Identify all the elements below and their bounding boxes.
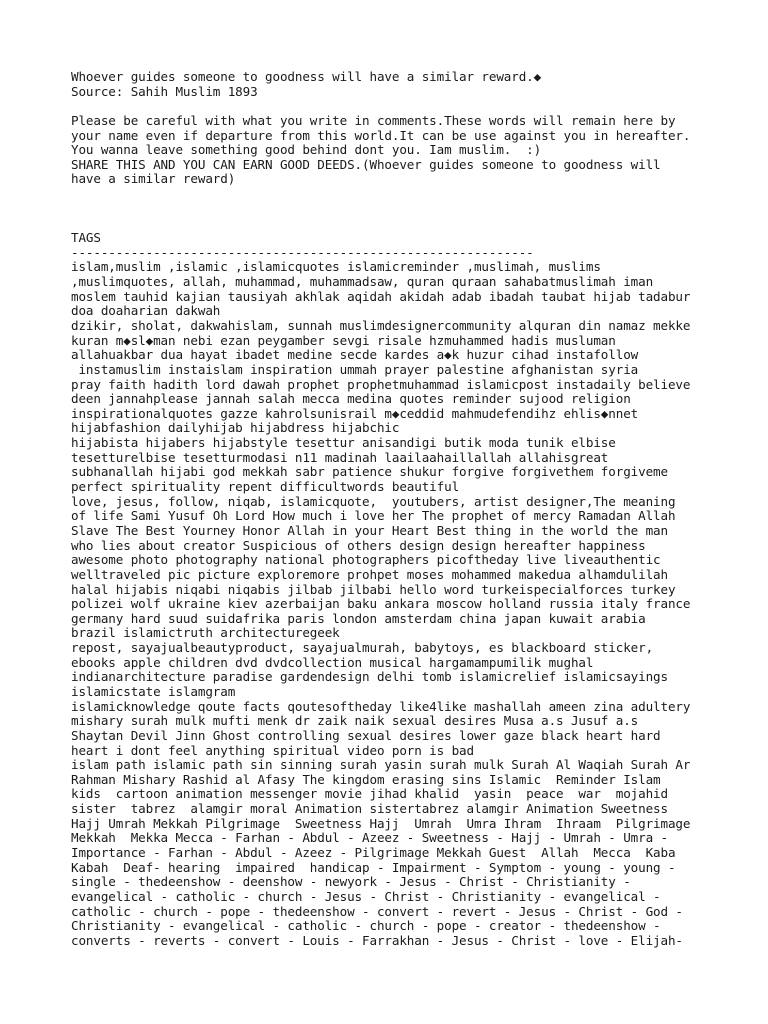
tag-line: ,muslimquotes, allah, muhammad, muhammadsaw, quran quraan sahabatmuslimah iman <box>71 274 654 290</box>
tag-line: islam path islamic path sin sinning surah yasin surah mulk Surah Al Waqiah Surah Ar <box>71 757 691 773</box>
message-line: your name even if departure from this world.It can be use against you in hereafter. <box>71 127 691 143</box>
tag-line: who lies about creator Suspicious of others design design hereafter happiness <box>71 537 646 553</box>
tag-line: heart i dont feel anything spiritual video porn is bad <box>71 742 474 758</box>
tag-line: perfect spirituality repent difficultwords beautiful <box>71 479 460 495</box>
tags-section <box>71 231 731 948</box>
tag-line: doa doaharian dakwah <box>71 303 221 319</box>
tag-line: hijabfashion dailyhijab hijabdress hijabchic <box>71 420 400 436</box>
spacer <box>71 99 731 114</box>
spacer <box>71 187 731 231</box>
tag-line: Rahman Mishary Rashid al Afasy The kingdom erasing sins Islamic Reminder Islam <box>71 771 661 787</box>
quote-line: Whoever guides someone to goodness will have a similar reward.◆ <box>71 69 542 84</box>
tag-line: Slave The Best Yourney Honor Allah in your Heart Best thing in the world the man <box>71 522 668 538</box>
message-line: Please be careful with what you write in comments.These words will remain here by <box>71 112 676 128</box>
tag-line: dzikir, sholat, dakwahislam, sunnah muslimdesignercommunity alquran din namaz mekke <box>71 317 691 333</box>
tag-line: inspirationalquotes gazze kahrolsunisrail m◆ceddid mahmudefendihz ehlis◆nnet <box>71 405 639 421</box>
tag-line: Kabah Deaf- hearing impaired handicap - Impairment - Symptom - young - young - <box>71 859 676 875</box>
tag-line: hijabista hijabers hijabstyle tesettur anisandigi butik moda tunik elbise <box>71 435 616 451</box>
tag-line: halal hijabis niqabi niqabis jilbab jilbabi hello word turkeispecialforces turkey <box>71 581 676 597</box>
tag-line: Mekkah Mekka Mecca - Farhan - Abdul - Azeez - Sweetness - Hajj - Umrah - Umra - <box>71 830 668 846</box>
message-block <box>71 114 731 187</box>
tag-line: islam,muslim ,islamic ,islamicquotes islamicreminder ,muslimah, muslims <box>71 259 601 275</box>
tag-line: Christianity - evangelical - catholic - church - pope - creator - thedeenshow - <box>71 918 661 934</box>
tag-line: sister tabrez alamgir moral Animation sistertabrez alamgir Animation Sweetness <box>71 801 668 817</box>
tag-line: Shaytan Devil Jinn Ghost controlling sexual desires lower gaze black heart hard <box>71 727 661 743</box>
tag-line: love, jesus, follow, niqab, islamicquote, youtubers, artist designer,The meaning <box>71 493 676 509</box>
tag-line: tesetturelbise tesetturmodasi n11 madinah laailaahaillallah allahisgreat <box>71 449 609 465</box>
tag-line: allahuakbar dua hayat ibadet medine secde kardes a◆k huzur cihad instafollow <box>71 347 639 363</box>
tag-line: catholic - church - pope - thedeenshow - convert - revert - Jesus - Christ - God - <box>71 903 683 919</box>
tag-line: repost, sayajualbeautyproduct, sayajualmurah, babytoys, es blackboard sticker, <box>71 640 654 656</box>
tag-line: kuran m◆sl◆man nebi ezan peygamber sevgi risale hzmuhammed hadis musluman <box>71 332 616 348</box>
quote-block <box>71 70 731 99</box>
tag-line: awesome photo photography national photographers picoftheday live liveauthentic <box>71 552 661 568</box>
tag-line: mishary surah mulk mufti menk dr zaik naik sexual desires Musa a.s Jusuf a.s <box>71 713 639 729</box>
tag-line: brazil islamictruth architecturegeek <box>71 625 340 641</box>
tag-line: of life Sami Yusuf Oh Lord How much i love her The prophet of mercy Ramadan Allah <box>71 508 676 524</box>
tags-heading: TAGS <box>71 230 101 246</box>
message-line: You wanna leave something good behind dont you. Iam muslim. :) <box>71 142 542 158</box>
message-line: have a similar reward) <box>71 171 236 187</box>
tag-line: single - thedeenshow - deenshow - newyork - Jesus - Christ - Christianity - <box>71 874 631 890</box>
tag-line: islamicknowledge qoute facts qoutesoftheday like4like mashallah ameen zina adultery <box>71 698 691 714</box>
tags-divider: -------------------------------------------------------------- <box>71 244 534 260</box>
tag-line: instamuslim instaislam inspiration ummah prayer palestine afghanistan syria <box>71 361 639 377</box>
tag-line: germany hard suud suidafrika paris london amsterdam china japan kuwait arabia <box>71 610 646 626</box>
tag-line: converts - reverts - convert - Louis - Farrakhan - Jesus - Christ - love - Elijah- <box>71 932 683 948</box>
tag-line: Importance - Farhan - Abdul - Azeez - Pilgrimage Mekkah Guest Allah Mecca Kaba <box>71 845 676 861</box>
tag-line: ebooks apple children dvd dvdcollection musical hargamampumilik mughal <box>71 654 594 670</box>
tag-line: kids cartoon animation messenger movie jihad khalid yasin peace war mojahid <box>71 786 668 802</box>
tag-line: islamicstate islamgram <box>71 683 236 699</box>
tag-line: Hajj Umrah Mekkah Pilgrimage Sweetness Hajj Umrah Umra Ihram Ihraam Pilgrimage <box>71 815 691 831</box>
tag-line: welltraveled pic picture exploremore prohpet moses mohammed makedua alhamdulilah <box>71 566 668 582</box>
tag-line: indianarchitecture paradise gardendesign delhi tomb islamicrelief islamicsayings <box>71 669 668 685</box>
tag-line: pray faith hadith lord dawah prophet prophetmuhammad islamicpost instadaily believe <box>71 376 691 392</box>
tag-line: subhanallah hijabi god mekkah sabr patience shukur forgive forgivethem forgiveme <box>71 464 668 480</box>
tags-list <box>71 260 731 948</box>
tag-line: polizei wolf ukraine kiev azerbaijan baku ankara moscow holland russia italy france <box>71 596 691 612</box>
tag-line: evangelical - catholic - church - Jesus - Christ - Christianity - evangelical - <box>71 888 661 904</box>
tag-line: deen jannahplease jannah salah mecca medina quotes reminder sujood religion <box>71 391 631 407</box>
message-line: SHARE THIS AND YOU CAN EARN GOOD DEEDS.(Whoever guides someone to goodness will <box>71 156 661 172</box>
tag-line: moslem tauhid kajian tausiyah akhlak aqidah akidah adab ibadah taubat hijab tadabur <box>71 288 691 304</box>
quote-source: Source: Sahih Muslim 1893 <box>71 83 258 99</box>
document-body <box>71 70 731 949</box>
